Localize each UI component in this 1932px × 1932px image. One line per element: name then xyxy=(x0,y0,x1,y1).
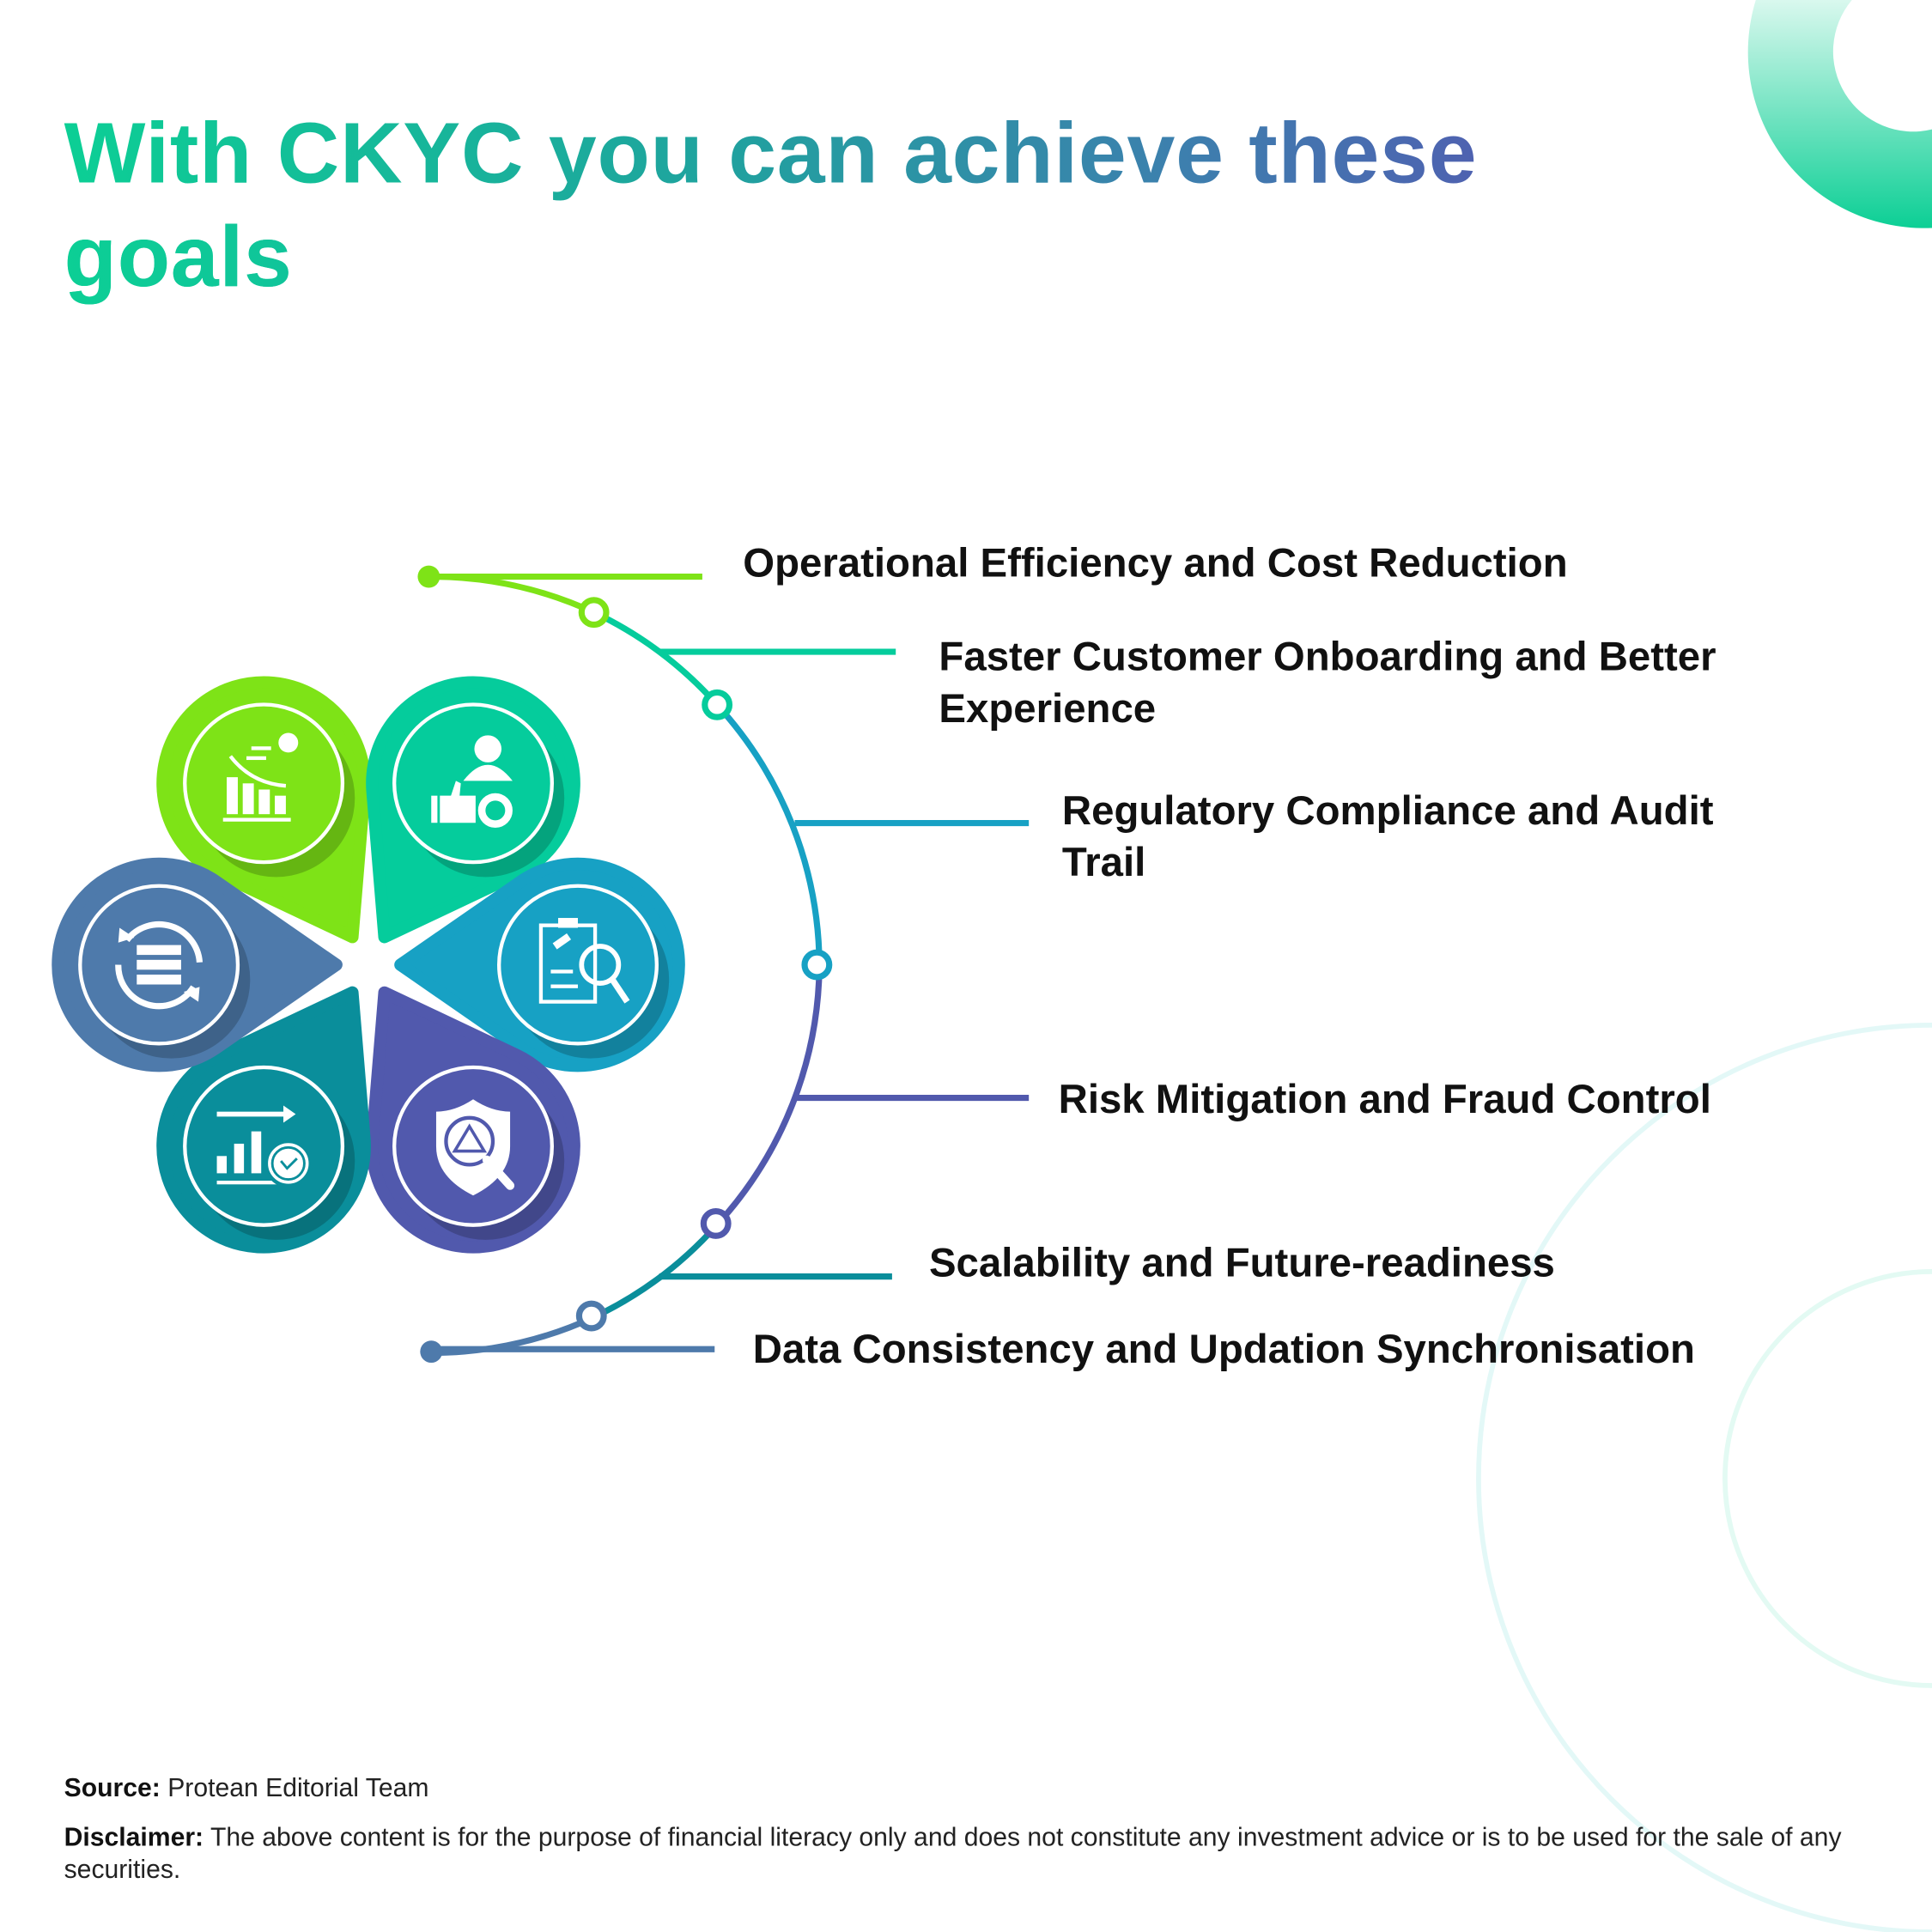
bg-circle-decoration xyxy=(1725,1272,1932,1686)
petal-flower xyxy=(58,646,678,1285)
goal-scalability xyxy=(929,1237,1555,1289)
goal-label: Experience xyxy=(939,684,1157,731)
corner-ring-decoration xyxy=(1748,0,1932,228)
goal-label: Trail xyxy=(1061,839,1146,885)
goal-faster-onboarding xyxy=(939,631,1716,735)
goal-label: Regulatory Compliance and Audit xyxy=(1061,787,1714,834)
title-line-2: goals xyxy=(64,204,293,308)
goal-data-consistency xyxy=(753,1323,1695,1375)
disclaimer-label: Disclaimer: xyxy=(64,1823,204,1852)
goal-label: Risk Mitigation and Fraud Control xyxy=(1058,1075,1711,1121)
petal-ring xyxy=(185,1067,343,1225)
goal-label: Operational Efficiency and Cost Reduction xyxy=(743,539,1568,586)
goal-operational-efficiency xyxy=(743,538,1567,589)
goal-label: Data Consistency and Updation Synchronisation xyxy=(752,1326,1695,1372)
petal-ring xyxy=(499,886,657,1044)
title-line-1: With CKYC you can achieve these xyxy=(64,104,1478,201)
source-note xyxy=(64,1773,1875,1805)
page-title xyxy=(64,101,1666,308)
goal-label: Faster Customer Onboarding and Better xyxy=(939,633,1716,679)
disclaimer-note xyxy=(64,1822,1875,1886)
source-text: Protean Editorial Team xyxy=(167,1774,429,1803)
goal-label: Scalability and Future-readiness xyxy=(928,1239,1555,1285)
source-label: Source: xyxy=(64,1774,161,1803)
goal-risk-mitigation xyxy=(1059,1073,1711,1125)
petal-ring xyxy=(394,704,552,862)
disclaimer-text: The above content is for the purpose of financial literacy only and does not constitute any investment advice or is to be used for the sale of any securities. xyxy=(64,1823,1842,1885)
petal-ring xyxy=(185,704,343,862)
goal-regulatory-compliance xyxy=(1062,785,1714,889)
